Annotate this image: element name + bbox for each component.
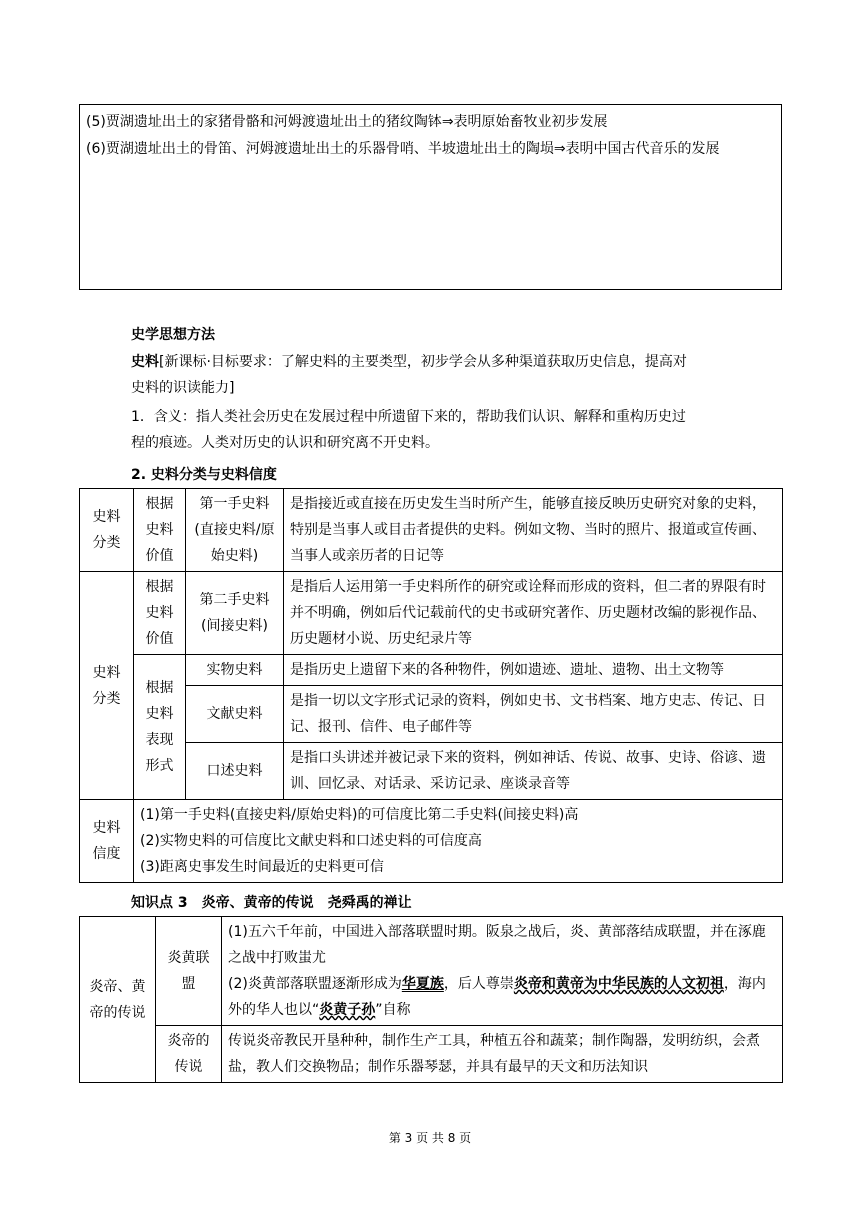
table-row <box>80 489 783 572</box>
page-footer: 第 3 页 共 8 页 <box>388 1131 472 1145</box>
cell-desc: 是指一切以文字形式记录的资料，例如史书、文书档案、地方史志、传记、日记、报刊、信件、电子邮件等 <box>284 686 783 743</box>
highlight-huaxia: 华夏族 <box>401 976 444 992</box>
table2-title: 知识点 3 炎帝、黄帝的传说 尧舜禹的禅让 <box>131 895 412 911</box>
box-line-5: (5)贾湖遗址出土的家猪骨骼和河姆渡遗址出土的猪纹陶钵⇒表明原始畜牧业初步发展 <box>86 114 608 130</box>
cell-type: 实物史料 <box>186 655 284 686</box>
cell-category: 史料分类 <box>80 489 134 572</box>
cell-category: 史料分类 <box>80 572 134 800</box>
shiliao-requirement-1: [新课标·目标要求：了解史料的主要类型，初步学会从多种渠道获取历史信息，提高对 <box>159 354 687 370</box>
text-segment: ，后人尊崇 <box>443 976 514 992</box>
highlight-descendants: 炎黄子孙 <box>319 1002 376 1018</box>
cell-type: 文献史料 <box>186 686 284 743</box>
cell-category: 炎帝、黄帝的传说 <box>80 917 156 1083</box>
alliance-line-2 <box>228 971 776 1023</box>
table-row <box>80 686 783 743</box>
legend-table <box>79 916 783 1083</box>
cell-desc: 是指接近或直接在历史发生当时所产生，能够直接反映历史研究对象的史料，特别是当事人或目击者提供的史料。例如文物、当时的照片、报道或宣传画、当事人或亲历者的日记等 <box>284 489 783 572</box>
continued-table-box <box>79 104 782 290</box>
cell-basis: 根据史料表现形式 <box>134 655 186 800</box>
meaning-line-1: 1．含义：指人类社会历史在发展过程中所遗留下来的，帮助我们认识、解释和重构历史过 <box>131 409 686 425</box>
cell-basis: 根据史料价值 <box>134 572 186 655</box>
table-row <box>80 655 783 686</box>
text-segment: ，海内外的华人也以“ <box>228 976 766 1018</box>
shiliao-table <box>79 488 783 883</box>
cell-label: 炎帝的传说 <box>156 1026 222 1083</box>
cell-desc: 传说炎帝教民开垦种种，制作生产工具，种植五谷和蔬菜；制作陶器，发明纺织，会煮盐，教人们交换物品；制作乐器琴瑟，并具有最早的天文和历法知识 <box>222 1026 783 1083</box>
box-line-6: (6)贾湖遗址出土的骨笛、河姆渡遗址出土的乐器骨哨、半坡遗址出土的陶埙⇒表明中国古代音乐的发展 <box>86 141 720 157</box>
table-row <box>80 1026 783 1083</box>
meaning-line-2: 程的痕迹。人类对历史的认识和研究离不开史料。 <box>131 435 439 451</box>
text-segment: ”自称 <box>375 1002 411 1018</box>
table-row <box>80 917 783 1026</box>
table-row <box>80 800 783 883</box>
table-row <box>80 743 783 800</box>
cell-desc: 是指历史上遗留下来的各种物件，例如遗迹、遗址、遗物、出土文物等 <box>284 655 783 686</box>
cell-label: 炎黄联盟 <box>156 917 222 1026</box>
shiliao-heading: 史料 <box>131 354 159 370</box>
section-title: 史学思想方法 <box>131 327 215 343</box>
alliance-line-1: (1)五六千年前，中国进入部落联盟时期。阪泉之战后，炎、黄部落结成联盟，并在涿鹿之战中打败蚩尤 <box>228 924 766 966</box>
reliability-2: (2)实物史料的可信度比文献史料和口述史料的可信度高 <box>140 833 482 849</box>
cell-basis: 根据史料价值 <box>134 489 186 572</box>
reliability-3: (3)距离史事发生时间最近的史料更可信 <box>140 859 384 875</box>
text-segment: (2)炎黄部落联盟逐渐形成为 <box>228 976 402 992</box>
shiliao-requirement-2: 史料的识读能力] <box>131 380 235 396</box>
highlight-ancestors: 炎帝和黄帝为中华民族的人文初祖 <box>513 976 724 992</box>
cell-reliability <box>134 800 783 883</box>
table-row <box>80 572 783 655</box>
table1-title: 2. 史料分类与史料信度 <box>131 467 277 483</box>
cell-type: 第一手史料(直接史料/原始史料) <box>186 489 284 572</box>
cell-type: 口述史料 <box>186 743 284 800</box>
cell-desc <box>222 917 783 1026</box>
cell-type: 第二手史料(间接史料) <box>186 572 284 655</box>
cell-category: 史料信度 <box>80 800 134 883</box>
reliability-1: (1)第一手史料(直接史料/原始史料)的可信度比第二手史料(间接史料)高 <box>140 807 579 823</box>
shiliao-paragraph <box>131 349 771 456</box>
cell-desc: 是指口头讲述并被记录下来的资料，例如神话、传说、故事、史诗、俗谚、遗训、回忆录、对话录、采访记录、座谈录音等 <box>284 743 783 800</box>
cell-desc: 是指后人运用第一手史料所作的研究或诠释而形成的资料，但二者的界限有时并不明确，例如后代记载前代的史书或研究著作、历史题材改编的影视作品、历史题材小说、历史纪录片等 <box>284 572 783 655</box>
